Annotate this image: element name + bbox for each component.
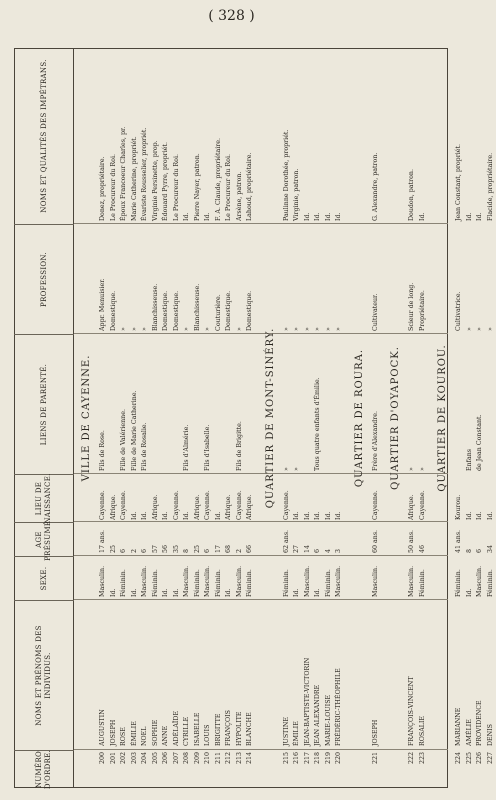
- cell-lieu: Cayenne.: [282, 490, 290, 520]
- cell-imp: Édouard Pyrre, propriét.: [162, 142, 169, 221]
- cell-num: 223: [418, 752, 426, 765]
- cell-lieu: Cayenne.: [204, 490, 211, 520]
- cell-prof: »: [204, 327, 211, 331]
- cell-imp: Id.: [183, 212, 190, 221]
- cell-age: 6: [314, 548, 321, 553]
- header-profession: PROFESSION.: [14, 224, 74, 334]
- cell-lieu: Id.: [130, 511, 138, 520]
- cell-sexe: Masculin.: [99, 565, 106, 597]
- cell-age: 62 ans.: [282, 529, 290, 553]
- cell-age: 60 ans.: [371, 529, 379, 553]
- header-row: [14, 48, 74, 788]
- cell-age: 35: [172, 544, 180, 553]
- cell-num: 220: [335, 752, 342, 765]
- cell-lieu: Afrique.: [225, 494, 232, 520]
- cell-sexe: Masculin.: [235, 565, 243, 597]
- cell-imp: F. A. Claude, propriétaire.: [214, 138, 222, 221]
- cell-lieu: Cayenne.: [235, 490, 243, 520]
- cell-prof: »: [303, 327, 311, 331]
- cell-imp: Id.: [324, 212, 332, 221]
- cell-prof: Cultivateur.: [371, 293, 379, 331]
- cell-age: 57: [151, 544, 159, 553]
- section-title: QUARTIER DE ROURA.: [353, 348, 365, 488]
- cell-name: JUSTINE: [282, 717, 290, 746]
- cell-prof: »: [282, 327, 290, 331]
- cell-name: LOUIS: [204, 724, 211, 746]
- cell-imp: Virginie, patron.: [293, 168, 300, 221]
- cell-liens: [214, 335, 224, 471]
- cell-sexe: Id.: [130, 588, 138, 597]
- table-row: [161, 48, 171, 788]
- cell-age: 34: [486, 544, 494, 553]
- table-row: [324, 48, 334, 788]
- table-row: [292, 48, 302, 788]
- cell-lieu: Id.: [141, 511, 148, 520]
- cell-lieu: Afrique.: [151, 494, 159, 520]
- cell-sexe: Masculin.: [303, 565, 311, 597]
- cell-num: 222: [408, 752, 415, 765]
- cell-name: MARIE-LOUISE: [324, 694, 332, 746]
- cell-sexe: Féminin.: [455, 569, 462, 597]
- cell-age: 2: [235, 548, 243, 553]
- cell-liens: Frère d'Alexandre.: [371, 410, 379, 471]
- cell-prof: Scieur de long.: [408, 282, 415, 331]
- cell-num: 216: [293, 752, 300, 765]
- cell-liens: [245, 335, 255, 471]
- register-table: [14, 48, 494, 790]
- cell-lieu: Id.: [183, 511, 190, 520]
- cell-num: 202: [120, 752, 127, 765]
- cell-lieu: Id.: [476, 511, 483, 520]
- cell-lieu: Id.: [486, 511, 494, 520]
- cell-lieu: Afrique.: [246, 494, 253, 520]
- cell-liens: [334, 335, 344, 471]
- cell-liens: Fille de Valérienne.: [120, 409, 127, 471]
- cell-age: 6: [120, 548, 127, 553]
- cell-liens: Tous quatre enfants d'Émilie.: [314, 377, 321, 471]
- cell-name: AUGUSTIN: [99, 709, 106, 746]
- cell-sexe: Féminin.: [151, 569, 159, 597]
- cell-sexe: Masculin.: [335, 565, 342, 597]
- cell-liens: Fils d'Almérie.: [183, 424, 190, 471]
- cell-lieu: Id.: [465, 511, 473, 520]
- cell-imp: Arsène, patron.: [235, 171, 243, 221]
- cell-sexe: Féminin.: [214, 569, 222, 597]
- cell-imp: Lahoud, propriétaire.: [246, 152, 253, 221]
- cell-num: 213: [235, 752, 243, 765]
- cell-lieu: Id.: [162, 511, 169, 520]
- table-row: [98, 48, 108, 788]
- header-noms: NOMS ET PRÉNOMS DES INDIVIDUS.: [14, 600, 74, 750]
- section-title: VILLE DE CAYENNE.: [81, 354, 92, 482]
- cell-age: 46: [418, 544, 426, 553]
- header-liens: LIENS DE PARENTÉ.: [14, 334, 74, 474]
- cell-sexe: Id.: [314, 588, 321, 597]
- cell-num: 226: [476, 752, 483, 765]
- cell-prof: »: [324, 327, 332, 331]
- cell-age: 2: [130, 548, 138, 553]
- table-row: [486, 48, 496, 788]
- cell-sexe: Id.: [109, 588, 117, 597]
- cell-liens: [486, 335, 496, 471]
- table-row: [151, 48, 161, 788]
- cell-num: 225: [465, 752, 473, 765]
- cell-name: AMÉLIE: [465, 719, 473, 746]
- cell-num: 214: [246, 752, 253, 765]
- cell-age: 25: [193, 544, 201, 553]
- cell-imp: Le Procureur du Roi.: [172, 154, 180, 221]
- cell-num: 207: [172, 752, 180, 765]
- cell-lieu: Id.: [335, 511, 342, 520]
- cell-imp: Paulinne Dorothée, propriét.: [282, 129, 290, 221]
- cell-name: PROVIDENCE: [476, 700, 483, 746]
- cell-name: HYPOLITE: [235, 711, 243, 746]
- cell-lieu: Cayenne.: [371, 490, 379, 520]
- cell-age: 8: [465, 548, 473, 553]
- header-numero: NUMÉRO D'ORDRE.: [14, 750, 74, 788]
- cell-prof: Blanchisseuse.: [193, 283, 201, 331]
- cell-prof: »: [130, 327, 138, 331]
- cell-prof: »: [486, 327, 494, 331]
- cell-liens: [172, 335, 182, 471]
- cell-prof: Domestique.: [162, 290, 169, 331]
- table-row: [313, 48, 323, 788]
- section-title: QUARTIER D'OYAPOCK.: [390, 346, 401, 490]
- cell-sexe: Féminin.: [418, 569, 426, 597]
- cell-name: FRANÇOIS-VINCENT: [408, 676, 415, 746]
- cell-lieu: Cayenne.: [172, 490, 180, 520]
- table-row: [371, 48, 381, 788]
- cell-num: 204: [141, 752, 148, 765]
- cell-name: MARIANNE: [455, 707, 462, 746]
- cell-imp: Virginie Persinette, prop.: [151, 140, 159, 221]
- section-title: QUARTIER DE KOUROU.: [437, 344, 448, 492]
- cell-num: 206: [162, 752, 169, 765]
- cell-sexe: Id.: [225, 588, 232, 597]
- cell-lieu: Cayenne.: [99, 490, 106, 520]
- table-row: [418, 48, 428, 788]
- cell-liens: Fils d'Isabelle.: [204, 424, 211, 471]
- cell-lieu: Afrique.: [193, 494, 201, 520]
- cell-liens: [161, 335, 171, 471]
- cell-lieu: Cayenne.: [120, 490, 127, 520]
- cell-num: 211: [214, 752, 222, 765]
- cell-lieu: Id.: [303, 511, 311, 520]
- cell-imp: Marie Catherine, propriét.: [130, 136, 138, 221]
- cell-age: 6: [476, 548, 483, 553]
- table-row: [172, 48, 182, 788]
- cell-name: ÉMILIE: [293, 721, 300, 746]
- table-row: [303, 48, 313, 788]
- cell-name: JOSEPH: [109, 719, 117, 746]
- cell-name: ISABELLE: [193, 712, 201, 746]
- cell-imp: Id.: [204, 212, 211, 221]
- table-row: [182, 48, 192, 788]
- cell-age: 66: [246, 544, 253, 553]
- cell-lieu: Id.: [324, 511, 332, 520]
- cell-imp: Époux Francoeur Charles, pr.: [120, 126, 127, 221]
- table-row: [193, 48, 203, 788]
- table-row: [130, 48, 140, 788]
- table-row: [119, 48, 129, 788]
- cell-num: 200: [99, 752, 106, 765]
- cell-imp: Flacide, propriétaire.: [486, 152, 494, 221]
- cell-name: ÉMILIE: [130, 721, 138, 746]
- cell-prof: »: [235, 327, 243, 331]
- cell-num: 218: [314, 752, 321, 765]
- cell-sexe: Féminin.: [486, 569, 494, 597]
- cell-lieu: Id.: [214, 511, 222, 520]
- cell-lieu: Cayenne.: [418, 490, 426, 520]
- table-row: [214, 48, 224, 788]
- cell-imp: Le Procureur du Roi.: [109, 154, 117, 221]
- cell-prof: »: [120, 327, 127, 331]
- cell-name: JOSEPH: [371, 719, 379, 746]
- cell-sexe: Masculin.: [204, 565, 211, 597]
- cell-liens: [303, 335, 313, 471]
- cell-name: BLANCHE: [246, 712, 253, 746]
- cell-age: 4: [324, 548, 332, 553]
- cell-age: 6: [141, 548, 148, 553]
- cell-sexe: Masculin.: [371, 565, 379, 597]
- cell-imp: Id.: [465, 212, 473, 221]
- cell-age: 17: [214, 544, 222, 553]
- cell-sexe: Masculin.: [183, 565, 190, 597]
- cell-prof: »: [314, 327, 321, 331]
- cell-sexe: Féminin.: [193, 569, 201, 597]
- cell-prof: »: [293, 327, 300, 331]
- cell-liens: de Jean Constant.: [476, 414, 483, 471]
- cell-num: 210: [204, 752, 211, 765]
- cell-age: 41 ans.: [455, 529, 462, 553]
- cell-sexe: Id.: [172, 588, 180, 597]
- cell-liens: [193, 335, 203, 471]
- cell-liens: »: [418, 467, 426, 471]
- cell-num: 205: [151, 752, 159, 765]
- cell-sexe: Féminin.: [246, 569, 253, 597]
- cell-age: 50 ans.: [408, 529, 415, 553]
- cell-age: 56: [162, 544, 169, 553]
- cell-prof: Domestique.: [246, 290, 253, 331]
- cell-imp: Id.: [303, 212, 311, 221]
- cell-liens: Fils de Rose.: [99, 430, 106, 471]
- cell-imp: Évariste Rousselier, propriét.: [141, 127, 148, 221]
- table-row: [407, 48, 417, 788]
- cell-liens: [109, 335, 119, 471]
- cell-name: FRANÇOIS: [225, 710, 232, 746]
- cell-name: JEAN-BAPTISTE-VICTORIN: [303, 657, 311, 746]
- cell-imp: Doudon, patron.: [408, 169, 415, 221]
- cell-imp: G. Alexandre, patron.: [371, 152, 379, 221]
- cell-name: ADÉLAÏDE: [172, 710, 180, 746]
- section-title: QUARTIER DE MONT-SINÉRY.: [264, 327, 276, 509]
- cell-name: BRIGITTE: [214, 713, 222, 746]
- cell-num: 219: [324, 752, 332, 765]
- cell-sexe: Masculin.: [141, 565, 148, 597]
- table-row: [245, 48, 255, 788]
- cell-age: 25: [109, 544, 117, 553]
- table-row: [334, 48, 344, 788]
- table-row: [465, 48, 475, 788]
- cell-age: 8: [183, 548, 190, 553]
- cell-imp: Id.: [476, 212, 483, 221]
- cell-num: 209: [193, 752, 201, 765]
- cell-imp: Jean Constant, propriét.: [455, 144, 462, 221]
- cell-prof: Domestique.: [172, 290, 180, 331]
- cell-imp: Id.: [314, 212, 321, 221]
- cell-liens: »: [408, 467, 415, 471]
- cell-num: 227: [486, 752, 494, 765]
- cell-sexe: Masculin.: [408, 565, 415, 597]
- cell-imp: Id.: [418, 212, 426, 221]
- cell-prof: Couturière.: [214, 294, 222, 331]
- cell-num: 208: [183, 752, 190, 765]
- cell-prof: Blanchisseuse.: [151, 283, 159, 331]
- cell-liens: Fils de Brigitte.: [235, 421, 243, 471]
- cell-sexe: Féminin.: [120, 569, 127, 597]
- cell-liens: Fille de Marie Catherine.: [130, 390, 138, 471]
- cell-prof: »: [183, 327, 190, 331]
- page-number: ( 328 ): [208, 8, 255, 24]
- cell-age: 17 ans.: [99, 529, 106, 553]
- table-row: [224, 48, 234, 788]
- cell-name: NOEL: [141, 726, 148, 746]
- table-row: [454, 48, 464, 788]
- cell-imp: Le Procureur du Roi.: [225, 154, 232, 221]
- cell-num: 203: [130, 752, 138, 765]
- cell-prof: »: [476, 327, 483, 331]
- cell-name: ANNE: [162, 725, 169, 746]
- cell-prof: Domestique.: [109, 290, 117, 331]
- cell-name: DENIS: [486, 724, 494, 746]
- cell-prof: Propriétaire.: [418, 290, 426, 331]
- cell-num: 201: [109, 752, 117, 765]
- cell-num: 221: [371, 752, 379, 765]
- cell-liens: [454, 335, 464, 471]
- cell-name: ROSALIE: [418, 715, 426, 746]
- cell-num: 212: [225, 752, 232, 765]
- cell-liens: »: [282, 467, 290, 471]
- table-row: [203, 48, 213, 788]
- cell-prof: »: [335, 327, 342, 331]
- cell-liens: »: [293, 467, 300, 471]
- cell-name: JEAN ALEXANDRE: [314, 684, 321, 746]
- cell-num: 224: [455, 752, 462, 765]
- header-age: AGE PRÉSUMÉ.: [14, 522, 74, 556]
- cell-sexe: Id.: [162, 588, 169, 597]
- cell-name: ROSE: [120, 727, 127, 746]
- cell-sexe: Masculin.: [476, 565, 483, 597]
- cell-num: 217: [303, 752, 311, 765]
- cell-lieu: Id.: [314, 511, 321, 520]
- cell-num: 215: [282, 752, 290, 765]
- cell-age: 6: [204, 548, 211, 553]
- table-row: [140, 48, 150, 788]
- cell-age: 14: [303, 544, 311, 553]
- cell-sexe: Féminin.: [282, 569, 290, 597]
- header-sexe: SEXE.: [14, 556, 74, 600]
- cell-lieu: Kourou.: [455, 494, 462, 520]
- cell-age: 68: [225, 544, 232, 553]
- cell-imp: Donez, propriétaire.: [99, 156, 106, 221]
- cell-prof: Domestique.: [225, 290, 232, 331]
- table-row: [282, 48, 292, 788]
- cell-age: 27: [293, 544, 300, 553]
- cell-prof: Cultivatrice.: [455, 291, 462, 331]
- cell-imp: Id.: [335, 212, 342, 221]
- cell-age: 3: [335, 548, 342, 553]
- cell-prof: Appr. Menuisier.: [99, 278, 106, 331]
- cell-liens: Fils de Rosalie.: [141, 422, 148, 471]
- table-body: [74, 48, 494, 788]
- cell-prof: »: [141, 327, 148, 331]
- cell-name: SOPHIE: [151, 719, 159, 746]
- header-impetrans: NOMS ET QUALITÉS DES IMPÉTRANS.: [39, 59, 48, 213]
- cell-lieu: Afrique.: [408, 494, 415, 520]
- cell-imp: Pierre Nayer, patron.: [193, 153, 201, 221]
- table-row: [109, 48, 119, 788]
- cell-sexe: Id.: [465, 588, 473, 597]
- cell-prof: »: [465, 327, 473, 331]
- cell-liens: Enfans: [465, 448, 473, 471]
- cell-lieu: Afrique.: [109, 494, 117, 520]
- table-row: [475, 48, 485, 788]
- cell-liens: [224, 335, 234, 471]
- cell-name: FRÉDÉRIC-THÉOPHILE: [335, 668, 342, 746]
- cell-liens: [324, 335, 334, 471]
- cell-sexe: Id.: [293, 588, 300, 597]
- table-row: [235, 48, 245, 788]
- cell-name: CYRILLE: [183, 716, 190, 746]
- cell-liens: [151, 335, 161, 471]
- cell-sexe: Féminin.: [324, 569, 332, 597]
- cell-lieu: Id.: [293, 511, 300, 520]
- header-lieu: LIEU DE NAISSANCE.: [14, 474, 74, 522]
